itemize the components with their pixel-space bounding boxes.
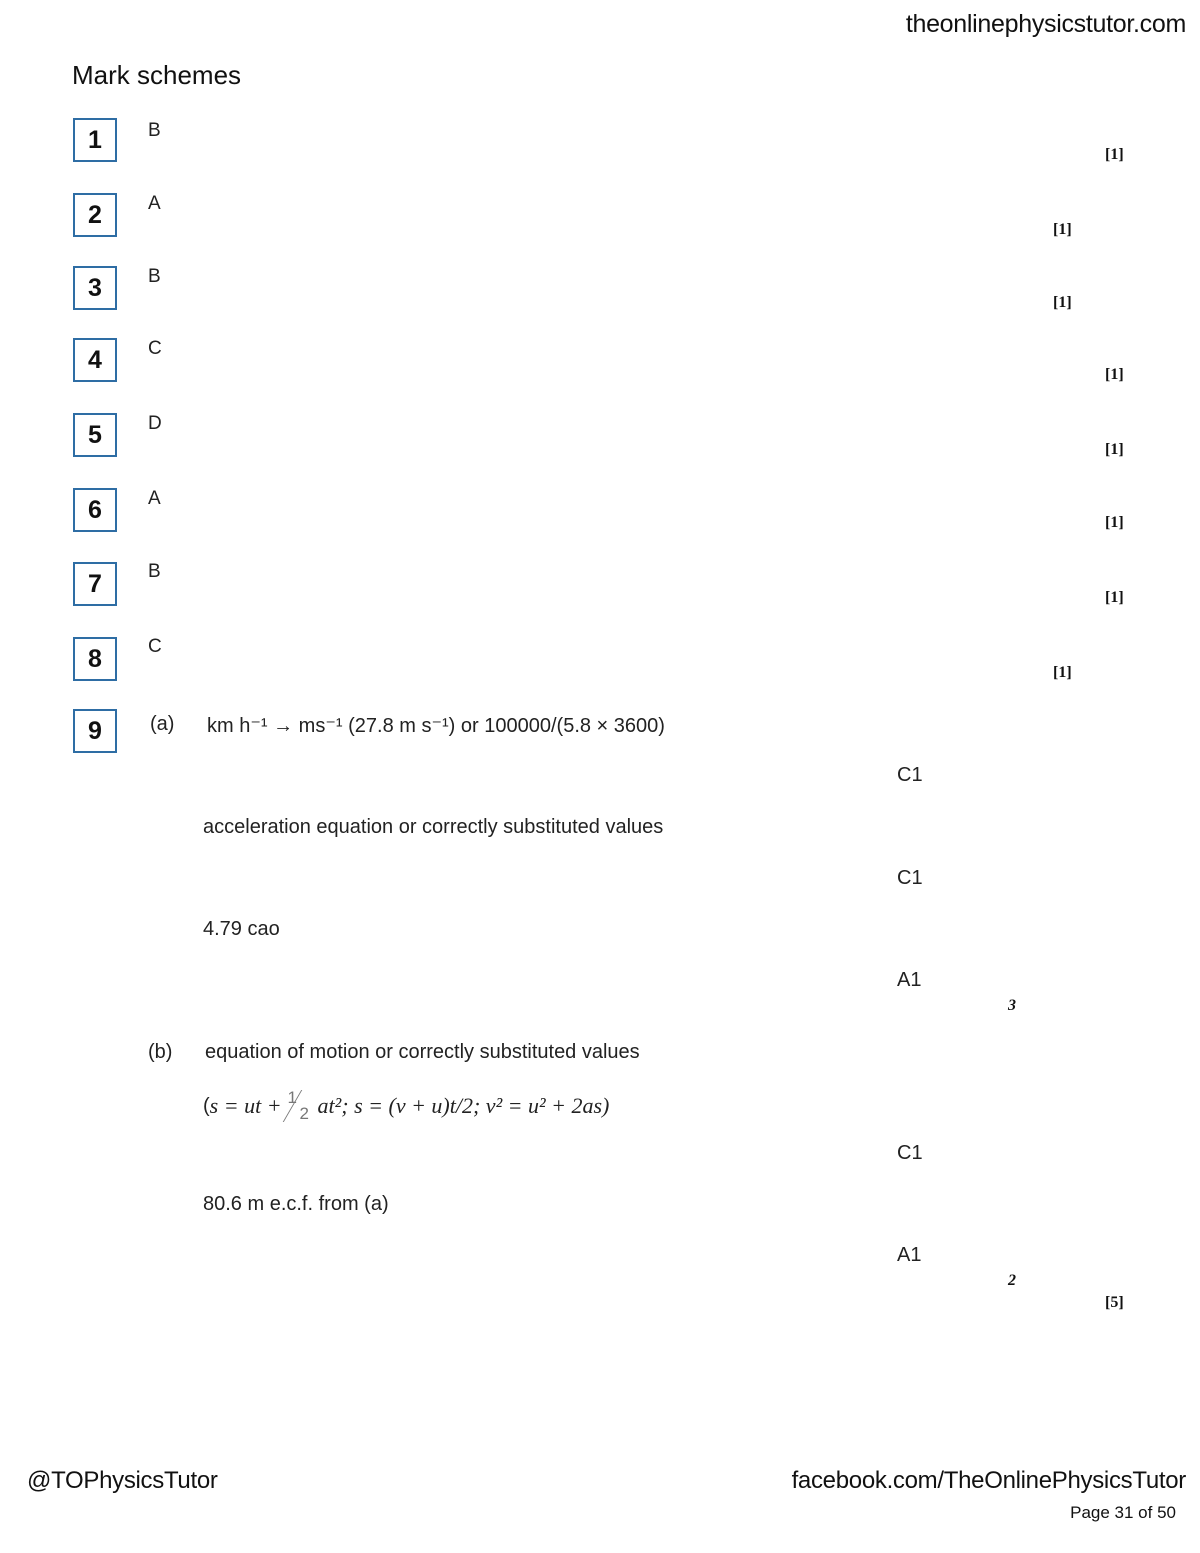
answer-text: B xyxy=(148,561,161,582)
answer-text: B xyxy=(148,120,161,141)
mark-code: C1 xyxy=(897,1142,923,1164)
question-number-box: 5 xyxy=(73,413,117,457)
mark-value: [1] xyxy=(1105,146,1124,163)
mark-code: A1 xyxy=(897,1244,922,1266)
mark-line: equation of motion or correctly substituted values xyxy=(205,1041,640,1063)
part-subtotal: 3 xyxy=(1008,997,1016,1014)
mark-value: [1] xyxy=(1105,514,1124,531)
answer-text: D xyxy=(148,413,162,434)
question-number-box: 1 xyxy=(73,118,117,162)
mark-line: 4.79 cao xyxy=(203,918,280,940)
mark-value: [1] xyxy=(1105,366,1124,383)
equation-part: s = ut + xyxy=(209,1093,282,1118)
fraction-half xyxy=(286,1088,314,1124)
question-number-box: 3 xyxy=(73,266,117,310)
mark-value: [1] xyxy=(1053,221,1072,238)
equations-of-motion xyxy=(203,1088,609,1124)
twitter-handle[interactable]: @TOPhysicsTutor xyxy=(27,1467,218,1494)
mark-code: C1 xyxy=(897,867,923,889)
mark-value: [1] xyxy=(1105,441,1124,458)
answer-text: B xyxy=(148,266,161,287)
answer-text: A xyxy=(148,193,161,214)
answer-text: C xyxy=(148,338,162,359)
question-number-box: 7 xyxy=(73,562,117,606)
question-number-box: 8 xyxy=(73,637,117,681)
question-number-box: 4 xyxy=(73,338,117,382)
mark-value: [1] xyxy=(1053,664,1072,681)
answer-text: A xyxy=(148,488,161,509)
part-label-b: (b) xyxy=(148,1041,173,1063)
mark-value: [1] xyxy=(1053,294,1072,311)
site-url[interactable]: theonlinephysicstutor.com xyxy=(905,10,1186,38)
part-label-a: (a) xyxy=(150,713,175,735)
equation-bracket: ( xyxy=(203,1094,210,1117)
facebook-link[interactable]: facebook.com/TheOnlinePhysicsTutor xyxy=(791,1467,1186,1494)
fraction-denominator: 2 xyxy=(299,1104,310,1123)
question-number-box: 6 xyxy=(73,488,117,532)
part-subtotal: 2 xyxy=(1008,1272,1016,1289)
question-total: [5] xyxy=(1105,1294,1124,1311)
mark-code: A1 xyxy=(897,969,922,991)
mark-code: C1 xyxy=(897,764,923,786)
mark-value: [1] xyxy=(1105,589,1124,606)
answer-text: C xyxy=(148,636,162,657)
page-number: Page 31 of 50 xyxy=(1070,1503,1176,1522)
question-number-box: 2 xyxy=(73,193,117,237)
equation-part: at²; s = (v + u)t/2; v² = u² + 2as) xyxy=(317,1093,610,1118)
question-number-box: 9 xyxy=(73,709,117,753)
mark-line: km h⁻¹ → ms⁻¹ (27.8 m s⁻¹) or 100000/(5.8 × 3600) xyxy=(207,715,665,737)
page-title: Mark schemes xyxy=(72,60,242,90)
mark-line: acceleration equation or correctly substituted values xyxy=(203,816,664,838)
mark-line: 80.6 m e.c.f. from (a) xyxy=(203,1193,389,1215)
fraction-numerator: 1 xyxy=(287,1088,298,1107)
